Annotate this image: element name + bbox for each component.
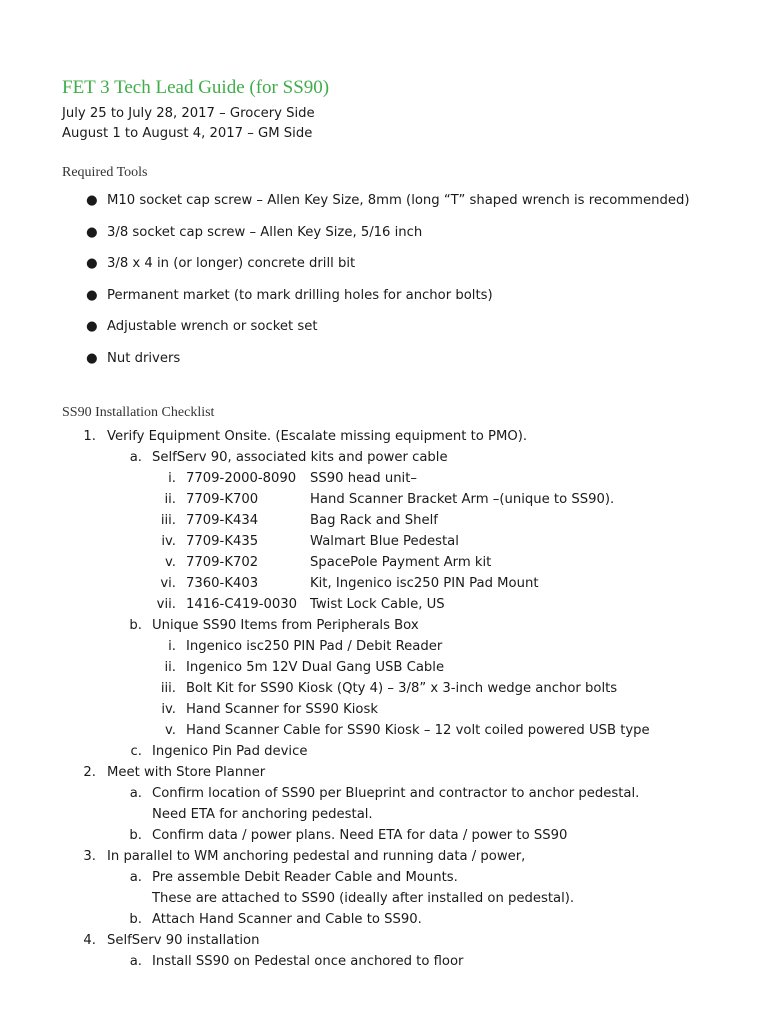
- part-description: Twist Lock Cable, US: [310, 597, 445, 612]
- part-description: Hand Scanner Bracket Arm –(unique to SS90).: [310, 492, 615, 507]
- bullet-icon: ●: [86, 193, 98, 208]
- part-description: Bag Rack and Shelf: [310, 513, 438, 528]
- bullet-icon: ●: [86, 288, 98, 303]
- part-number: 7709-K435: [186, 534, 259, 549]
- required-tools-heading: Required Tools: [62, 165, 148, 180]
- bullet-icon: ●: [86, 319, 98, 334]
- part-description: Kit, Ingenico isc250 PIN Pad Mount: [310, 576, 539, 591]
- part-number: 1416-C419-0030: [186, 597, 298, 612]
- bullet-icon: ●: [86, 351, 98, 366]
- part-description: SpacePole Payment Arm kit: [310, 555, 492, 570]
- document-page: FET 3 Tech Lead Guide (for SS90) July 25 to July 28, 2017 – Grocery Side August 1 to August 4, 2017 – GM Side Required Tools ● M10 socket cap screw – Allen Key Size, 8mm (long “T” shaped wrench is recommended) ● 3/8 socket cap screw – Allen Key Size, 5/16 inch ● 3/8 x 4 in (or longer) concrete drill bit ● Permanent market (to mark drilling holes for anchor bolts) ● Adjustable wrench or socket set ● Nut drivers SS90 Installation Checklist 1. Verify Equipment Onsite. (Escalate missing equipment to PMO). a. SelfServ 90, associated kits and power cable i. 7709-2000-8090 SS90 head unit– ii. 7709-K700 Hand Scanner Bracket Arm –(unique to SS90). iii. 7709-K434 Bag Rack and Shelf iv. 7709-K435 Walmart Blue Pedestal v. 7709-K702 SpacePole Payment Arm kit vi. 7360-K403 Kit, Ingenico isc250 PIN Pad Mount vii. 1416-C419-0030 Twist Lock Cable, US b. Unique SS90 Items from Peripherals Box i. Ingenico isc250 PIN Pad / Debit Reader ii. Ingenico 5m 12V Dual Gang USB Cable iii. Bolt Kit for SS90 Kiosk (Qty 4) – 3/8” x 3-inch wedge anchor bolts iv. Hand Scanner for SS90 Kiosk v. Hand Scanner Cable for SS90 Kiosk – 12 volt coiled powered USB type c. Ingenico Pin Pad device 2. Meet with Store Planner a. Confirm location of SS90 per Blueprint and contractor to anchor pedestal. Need ETA for anchoring pedestal. b. Confirm data / power plans. Need ETA for data / power to SS90 3. In parallel to WM anchoring pedestal and running data / power, a. Pre assemble Debit Reader Cable and Mounts. These are attached to SS90 (ideally after installed on pedestal). b. Attach Hand Scanner and Cable to SS90. 4. SelfServ 90 installation a. Install SS90 on Pedestal once anchored to floor: [62, 77, 690, 969]
- checklist-heading: SS90 Installation Checklist: [62, 405, 215, 420]
- part-number: 7709-2000-8090: [186, 471, 297, 486]
- part-number: 7709-K434: [186, 513, 259, 528]
- bullet-icon: ●: [86, 225, 98, 240]
- document-title: FET 3 Tech Lead Guide (for SS90): [62, 77, 330, 98]
- part-number: 7709-K702: [186, 555, 259, 570]
- date-range-gm: August 1 to August 4, 2017 – GM Side: [62, 126, 313, 141]
- bullet-icon: ●: [86, 256, 98, 271]
- part-number: 7709-K700: [186, 492, 259, 507]
- part-description: SS90 head unit–: [310, 471, 417, 486]
- part-number: 7360-K403: [186, 576, 259, 591]
- date-range-grocery: July 25 to July 28, 2017 – Grocery Side: [62, 106, 315, 121]
- part-description: Walmart Blue Pedestal: [310, 534, 459, 549]
